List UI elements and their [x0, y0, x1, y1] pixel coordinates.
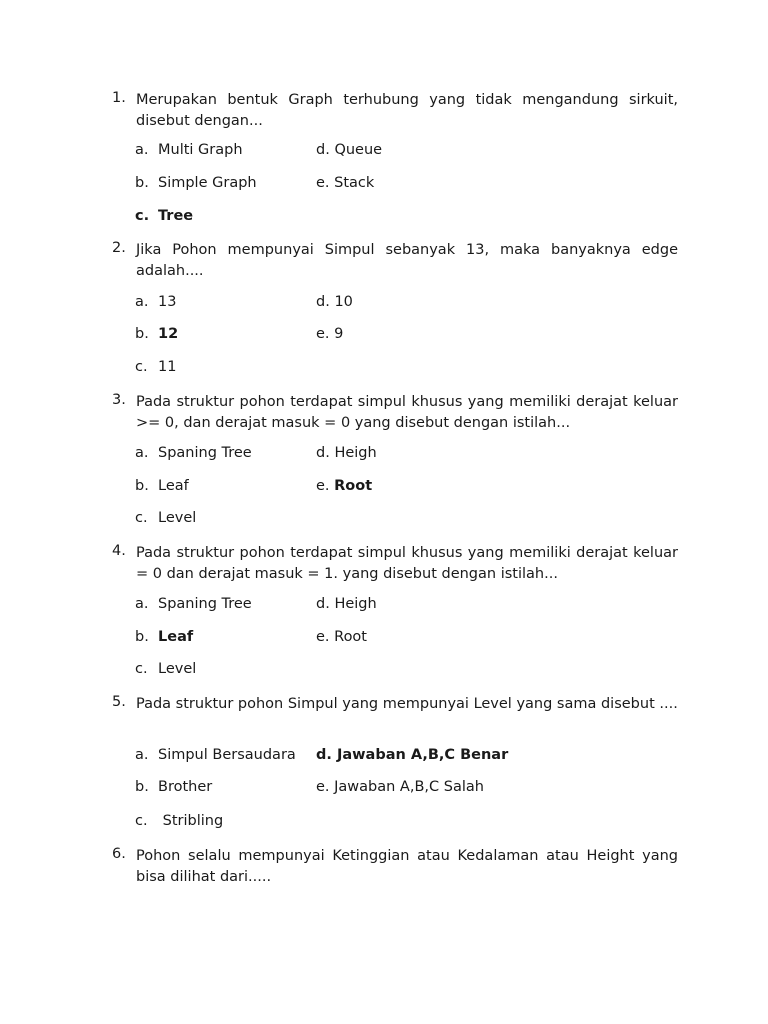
option-b — [135, 175, 257, 191]
option-label: a. — [135, 445, 149, 461]
option-text: Heigh — [334, 445, 377, 461]
option-label: d. — [316, 596, 330, 612]
question-6 — [112, 846, 678, 887]
question-1 — [112, 90, 678, 131]
option-label: c. — [135, 510, 148, 526]
option-label: d. — [316, 142, 330, 158]
option-c — [135, 661, 196, 677]
option-label: b. — [135, 326, 149, 342]
option-text: 11 — [158, 359, 177, 375]
option-text: Brother — [158, 779, 213, 795]
question-text: Pohon selalu mempunyai Ketinggian atau Kedalaman atau Height yang bisa dilihat dari..... — [136, 848, 678, 885]
option-text: Heigh — [334, 596, 377, 612]
option-label: a. — [135, 142, 149, 158]
question-text: Pada struktur pohon Simpul yang mempunyai Level yang sama disebut .... — [136, 696, 678, 712]
question-4 — [112, 543, 678, 584]
question-2 — [112, 240, 678, 281]
option-text: Spaning Tree — [158, 596, 252, 612]
option-text: Leaf — [158, 629, 194, 645]
option-text: Level — [158, 510, 197, 526]
question-number: 3. — [112, 392, 126, 408]
option-label: b. — [135, 175, 149, 191]
option-label: e. — [316, 326, 330, 342]
question-3 — [112, 392, 678, 433]
option-text: Tree — [158, 208, 194, 224]
question-text: Merupakan bentuk Graph terhubung yang tidak mengandung sirkuit, disebut dengan... — [136, 92, 678, 129]
option-label: e. — [316, 175, 330, 191]
option-label: e. — [316, 629, 330, 645]
option-label: d. — [316, 445, 330, 461]
option-b-answer — [135, 629, 193, 645]
option-label: e. — [316, 478, 330, 494]
question-number: 4. — [112, 543, 126, 559]
option-text: 13 — [158, 294, 177, 310]
option-text: Queue — [334, 142, 383, 158]
option-e — [316, 326, 343, 342]
option-label: a. — [135, 747, 149, 763]
option-text: 10 — [334, 294, 353, 310]
option-text: Spaning Tree — [158, 445, 252, 461]
question-number: 6. — [112, 846, 126, 862]
option-e-answer — [316, 478, 372, 494]
option-a — [135, 445, 252, 461]
option-label: c. — [135, 813, 148, 829]
question-number: 2. — [112, 240, 126, 256]
option-a — [135, 596, 252, 612]
option-a — [135, 747, 296, 763]
option-d — [316, 142, 382, 158]
option-text: Leaf — [158, 478, 189, 494]
option-label: b. — [135, 478, 149, 494]
question-text: Pada struktur pohon terdapat simpul khusus yang memiliki derajat keluar = 0 dan derajat masuk = 1. yang disebut dengan istilah... — [136, 545, 678, 582]
option-c — [135, 510, 196, 526]
option-text: Multi Graph — [158, 142, 243, 158]
option-d — [316, 596, 377, 612]
option-d-answer — [316, 747, 508, 763]
option-b — [135, 478, 189, 494]
option-c-answer — [135, 208, 193, 224]
option-a — [135, 294, 176, 310]
option-e — [316, 779, 484, 795]
option-label: a. — [135, 596, 149, 612]
option-text: Stack — [334, 175, 375, 191]
option-label: c. — [135, 208, 150, 224]
option-d — [316, 445, 377, 461]
option-e — [316, 629, 367, 645]
option-text: Jawaban A,B,C Benar — [336, 747, 509, 763]
option-label: e. — [316, 779, 330, 795]
option-b — [135, 779, 212, 795]
option-e — [316, 175, 374, 191]
option-label: b. — [135, 779, 149, 795]
option-text: Simple Graph — [158, 175, 257, 191]
option-text: Stribling — [158, 813, 224, 829]
question-number: 5. — [112, 694, 126, 710]
option-label: d. — [316, 294, 330, 310]
option-b-answer — [135, 326, 178, 342]
option-a — [135, 142, 243, 158]
question-number: 1. — [112, 90, 126, 106]
option-label: a. — [135, 294, 149, 310]
option-label: c. — [135, 661, 148, 677]
option-c — [135, 813, 223, 829]
option-text: 9 — [334, 326, 344, 342]
option-text: Jawaban A,B,C Salah — [334, 779, 484, 795]
option-text: Root — [334, 478, 373, 494]
option-text: 12 — [158, 326, 179, 342]
question-5 — [112, 694, 678, 715]
option-c — [135, 359, 176, 375]
option-d — [316, 294, 353, 310]
option-text: Root — [334, 629, 367, 645]
question-text: Pada struktur pohon terdapat simpul khusus yang memiliki derajat keluar >= 0, dan derajat masuk = 0 yang disebut dengan istilah... — [136, 394, 678, 431]
option-text: Level — [158, 661, 197, 677]
option-label: b. — [135, 629, 149, 645]
question-text: Jika Pohon mempunyai Simpul sebanyak 13, maka banyaknya edge adalah.... — [136, 242, 678, 279]
option-text: Simpul Bersaudara — [158, 747, 296, 763]
option-label: d. — [316, 747, 332, 763]
option-label: c. — [135, 359, 148, 375]
